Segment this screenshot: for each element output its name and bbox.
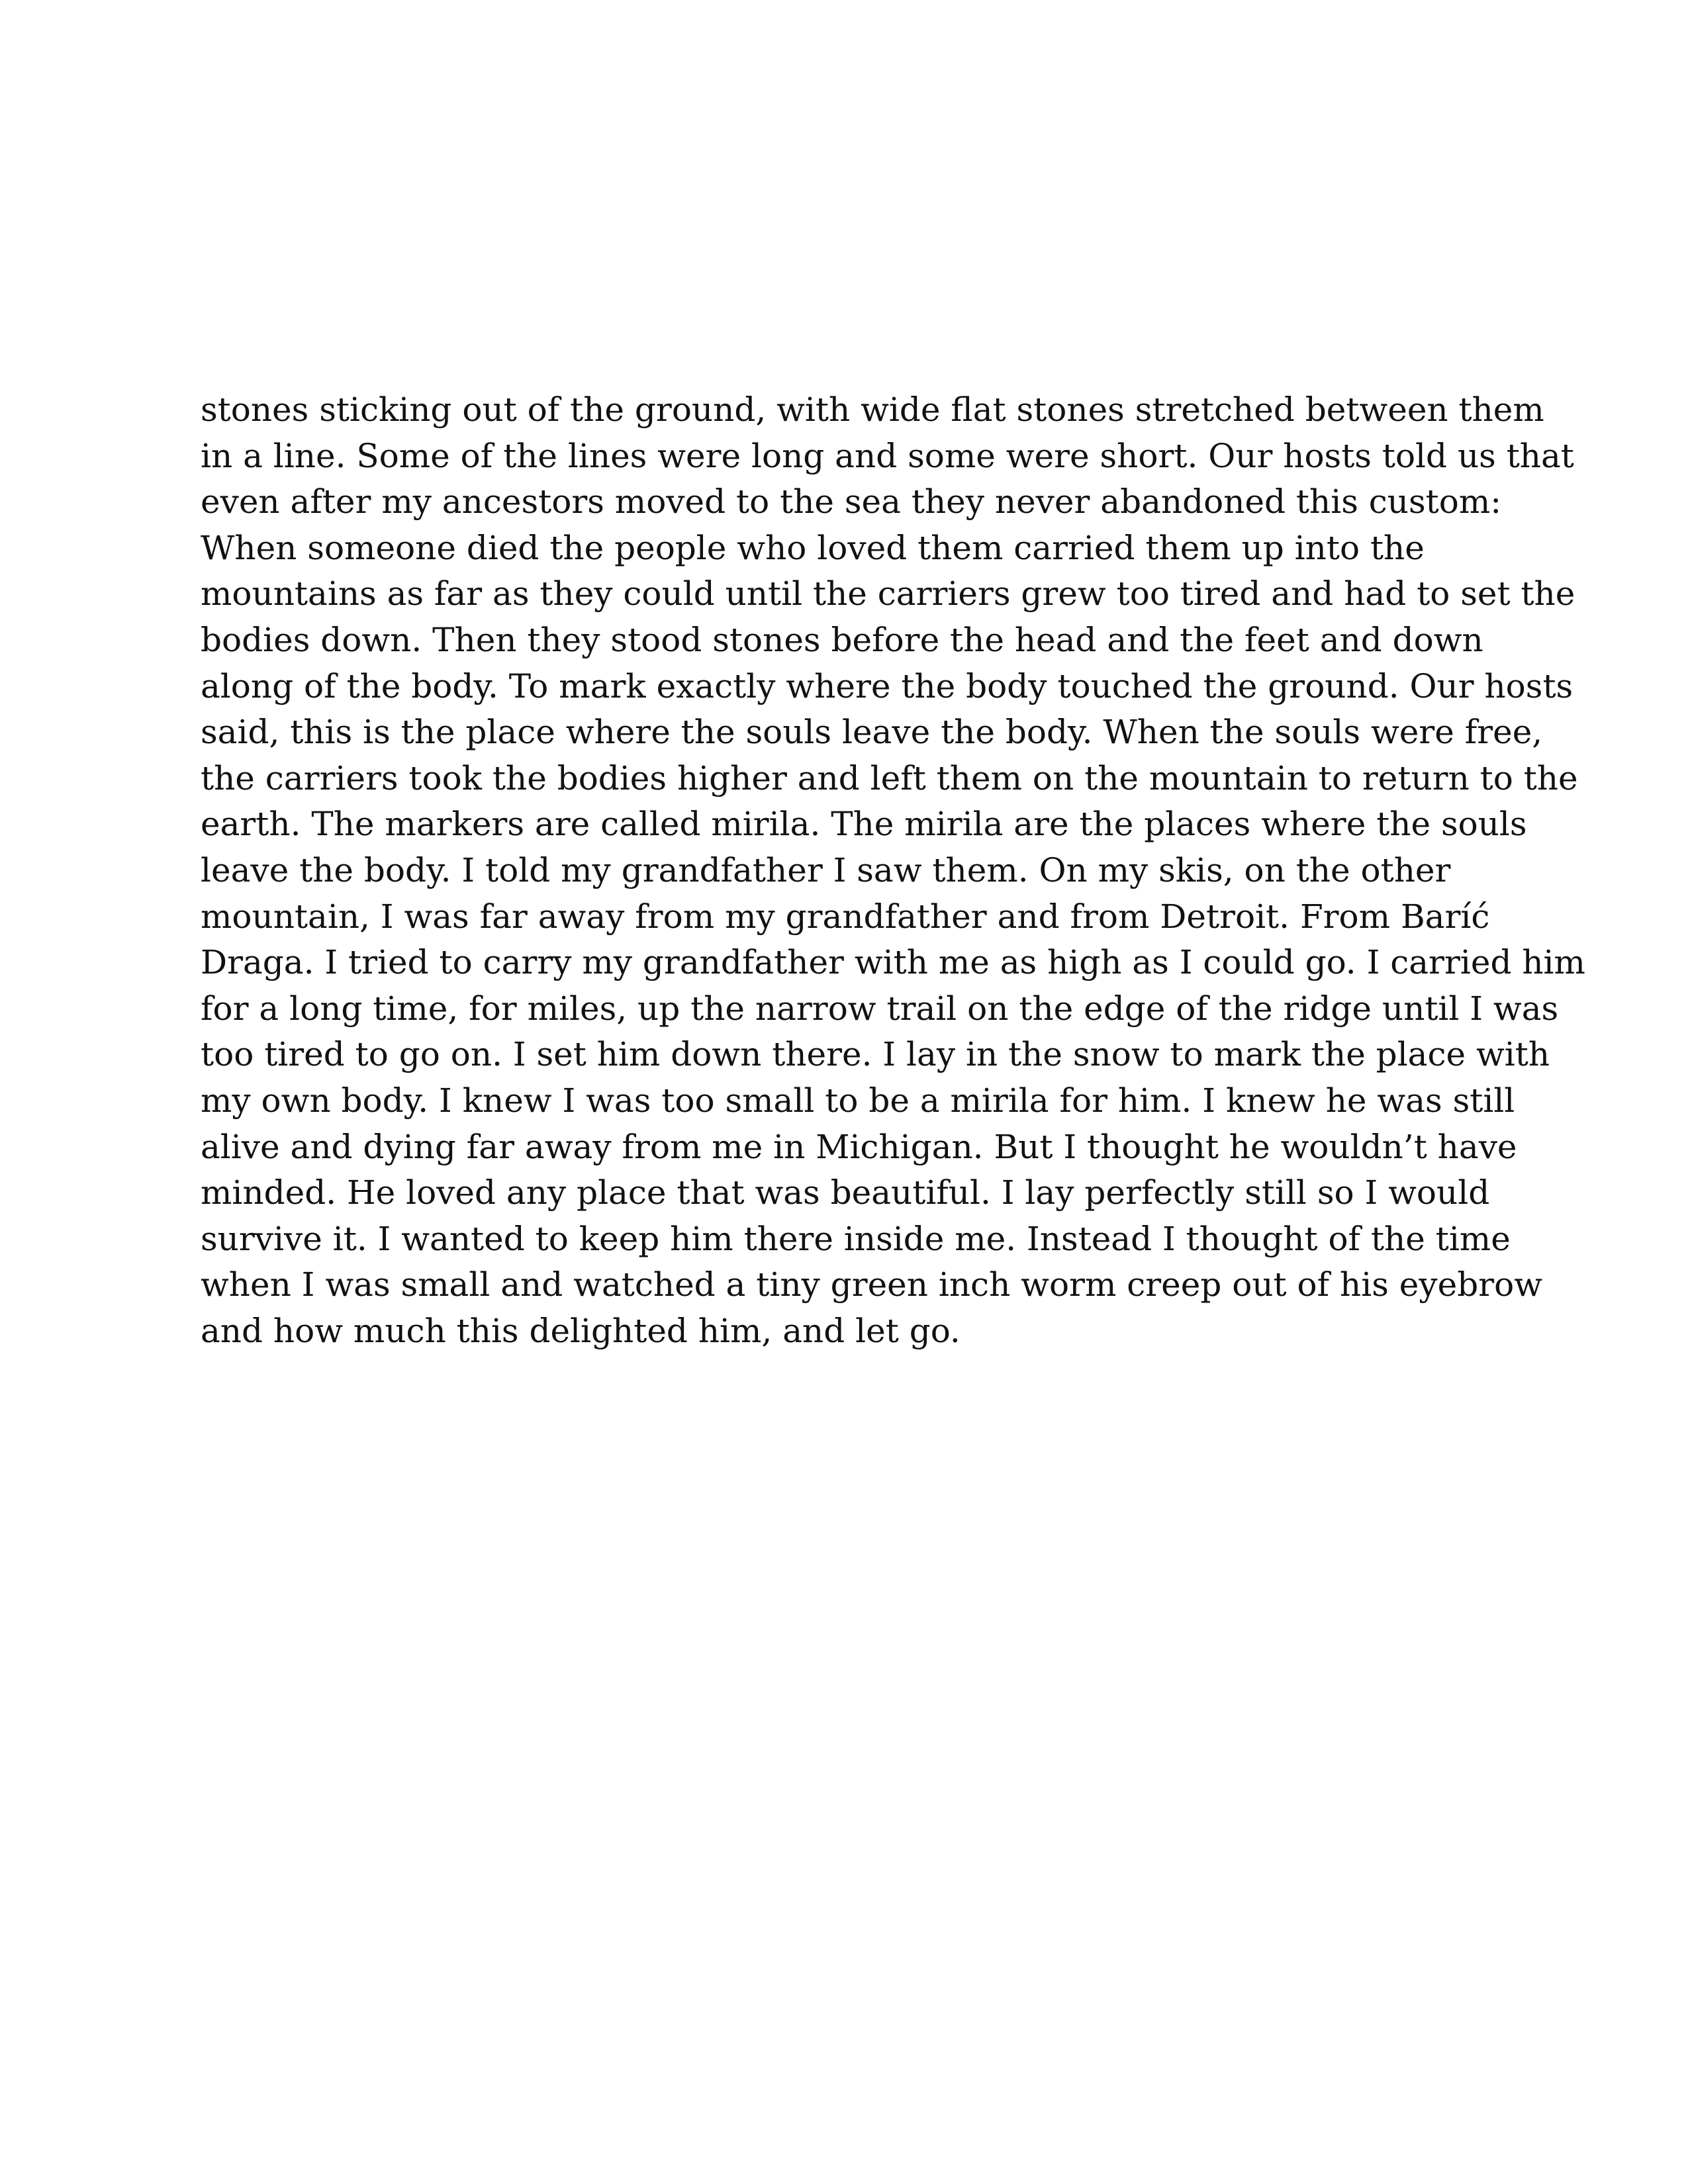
text-line: when I was small and watched a tiny green inch worm creep out of his eyebrow [201, 1265, 1543, 1304]
text-line: earth. The markers are called mirila. The mirila are the places where the souls [201, 805, 1527, 844]
text-line: even after my ancestors moved to the sea they never abandoned this custom: [201, 482, 1502, 522]
text-line: minded. He loved any place that was beautiful. I lay perfectly still so I would [201, 1173, 1490, 1212]
text-line: alive and dying far away from me in Michigan. But I thought he wouldn’t have [201, 1127, 1517, 1166]
text-line: survive it. I wanted to keep him there inside me. Instead I thought of the time [201, 1219, 1511, 1258]
text-line: along of the body. To mark exactly where the body touched the ground. Our hosts [201, 666, 1573, 705]
text-line: the carriers took the bodies higher and left them on the mountain to return to the [201, 758, 1578, 797]
body-paragraph [201, 387, 1591, 1354]
text-line: too tired to go on. I set him down there. I lay in the snow to mark the place with [201, 1035, 1550, 1074]
text-line: bodies down. Then they stood stones before the head and the feet and down [201, 620, 1483, 659]
text-line: in a line. Some of the lines were long and some were short. Our hosts told us that [201, 436, 1574, 475]
text-line: leave the body. I told my grandfather I saw them. On my skis, on the other [201, 850, 1451, 889]
text-line: Draga. I tried to carry my grandfather with me as high as I could go. I carried him [201, 943, 1585, 982]
text-line: my own body. I knew I was too small to be a mirila for him. I knew he was still [201, 1081, 1515, 1120]
text-line: said, this is the place where the souls leave the body. When the souls were free, [201, 713, 1543, 752]
text-line: stones sticking out of the ground, with wide flat stones stretched between them [201, 390, 1544, 429]
text-line: When someone died the people who loved them carried them up into the [201, 528, 1425, 567]
text-line: for a long time, for miles, up the narrow trail on the edge of the ridge until I was [201, 989, 1559, 1028]
text-line: mountains as far as they could until the carriers grew too tired and had to set the [201, 574, 1575, 614]
text-line: and how much this delighted him, and let go. [201, 1311, 961, 1350]
text-line: mountain, I was far away from my grandfather and from Detroit. From Baríć [201, 897, 1490, 936]
